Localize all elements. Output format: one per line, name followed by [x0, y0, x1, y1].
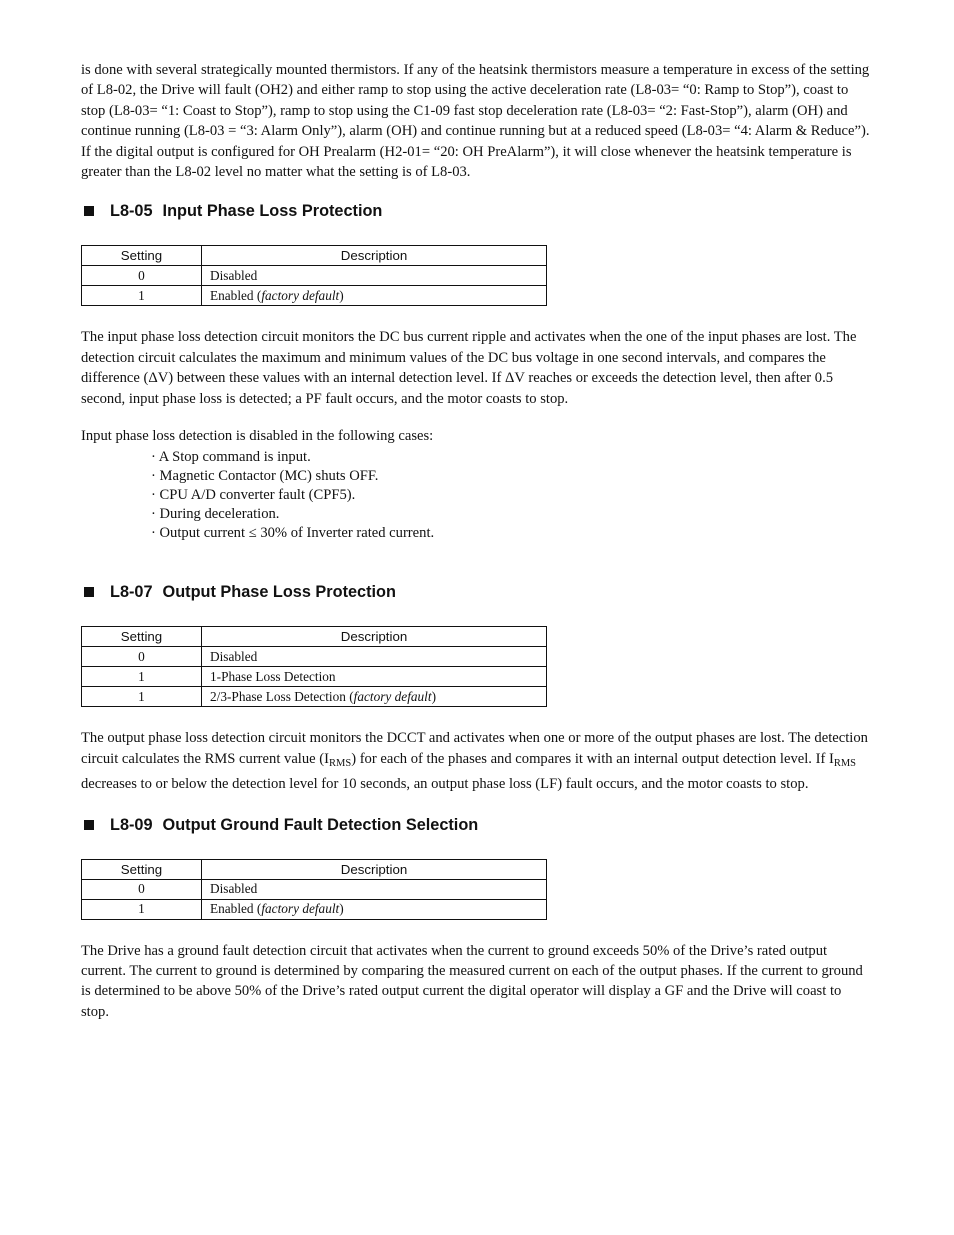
list-item: · CPU A/D converter fault (CPF5).: [151, 487, 356, 504]
section-l8-05: [81, 198, 871, 542]
cell-description: 2/3-Phase Loss Detection (factory default): [202, 687, 547, 707]
cell-setting: 0: [82, 266, 202, 286]
table-header-row: [82, 246, 547, 266]
section-heading: [81, 198, 871, 224]
table-row: [82, 647, 547, 667]
cell-setting: 1: [82, 899, 202, 919]
subscript-rms: RMS: [833, 757, 857, 769]
param-code: L8-09: [110, 815, 153, 834]
settings-table: [81, 859, 547, 920]
list-item: · Magnetic Contactor (MC) shuts OFF.: [151, 468, 379, 485]
table-row: [82, 266, 547, 286]
default-note: factory default: [261, 901, 340, 917]
param-code: L8-07: [110, 583, 153, 602]
cell-description: 1-Phase Loss Detection: [202, 667, 547, 687]
disabled-cases-list: [151, 448, 871, 542]
cell-description: Disabled: [202, 266, 547, 286]
section-title: Input Phase Loss Protection: [162, 202, 383, 221]
section-title: Output Phase Loss Protection: [162, 583, 396, 602]
header-description: Description: [202, 859, 547, 879]
cell-setting: 1: [82, 286, 202, 306]
cell-description: Disabled: [202, 879, 547, 899]
section-paragraph: The input phase loss detection circuit monitors the DC bus current ripple and activates when the one of the input phases are lost. The detection circuit calculates the maximum and minimum values of the DC bus voltage in one second intervals, and compares the difference (ΔV) between these values with an internal detection level. If ΔV reaches or exceeds the detection level, then after 0.5 second, input phase loss is detected; a PF fault occurs, and the motor coasts to stop.: [81, 329, 857, 407]
list-item: · Output current ≤ 30% of Inverter rated current.: [151, 524, 435, 541]
cell-setting: 1: [82, 687, 202, 707]
section-heading: [81, 812, 871, 838]
cell-description: Disabled: [202, 647, 547, 667]
table-row: [82, 899, 547, 919]
table-header-row: [82, 859, 547, 879]
table-row: [82, 286, 547, 306]
table-row: [82, 667, 547, 687]
list-intro: Input phase loss detection is disabled in the following cases:: [81, 428, 434, 445]
subscript-rms: RMS: [329, 757, 352, 769]
header-setting: Setting: [82, 246, 202, 266]
header-description: Description: [202, 627, 547, 647]
section-l8-09: [81, 812, 871, 1023]
section-paragraph: The output phase loss detection circuit monitors the DCCT and activates when one or more of the output phases are lost. The detection circuit calculates the RMS current value $(I_{RMS})$ for each of the phases and compares it with an internal output detection level. If $I_{RMS}$ decreases to or below the detection level for 10 seconds, an output phase loss (LF) fault occurs, and the motor coasts to stop.: [81, 730, 868, 793]
cell-description: Enabled (factory default): [202, 286, 547, 306]
intro-paragraph: is done with several strategically mounted thermistors. If any of the heatsink thermistors measure a temperature in excess of the setting of L8-02, the Drive will fault (OH2) and either ramp to stop using the active deceleration rate (L8-03= “0: Ramp to Stop”), coast to stop (L8-03= “1: Coast to Stop”), ramp to stop using the C1-09 fast stop deceleration rate (L8-03= “2: Fast-Stop”), alarm (OH) and continue running (L8-03 = “3: Alarm Only”), alarm (OH) and continue running but at a reduced speed (L8-03= “4: Alarm & Reduce”). If the digital output is configured for OH Prealarm (H2-01= “20: OH PreAlarm”), it will close whenever the heatsink temperature is greater than the L8-02 level no matter what the setting is of L8-03.: [81, 62, 870, 181]
square-bullet-icon: [84, 206, 94, 216]
default-note: factory default: [353, 688, 432, 704]
table-row: [82, 687, 547, 707]
settings-table: [81, 245, 547, 306]
header-setting: Setting: [82, 859, 202, 879]
param-code: L8-05: [110, 202, 153, 221]
table-row: [82, 879, 547, 899]
cell-setting: 1: [82, 667, 202, 687]
list-item: · During deceleration.: [151, 505, 280, 522]
cell-description: Enabled (factory default): [202, 899, 547, 919]
section-paragraph: The Drive has a ground fault detection circuit that activates when the current to ground exceeds 50% of the Drive’s rated output current. The current to ground is determined by comparing the measured current on each of the output phases. If the current to ground is determined to be above 50% of the Drive’s rated output current the digital operator will display a GF and the Drive will coast to stop.: [81, 942, 863, 1020]
section-heading: [81, 579, 871, 605]
list-item: · A Stop command is input.: [151, 449, 311, 466]
cell-setting: 0: [82, 647, 202, 667]
section-title: Output Ground Fault Detection Selection: [162, 815, 479, 834]
square-bullet-icon: [84, 587, 94, 597]
document-page: [81, 60, 871, 1022]
section-l8-07: [81, 579, 871, 794]
header-description: Description: [202, 246, 547, 266]
cell-setting: 0: [82, 879, 202, 899]
header-setting: Setting: [82, 627, 202, 647]
settings-table: [81, 626, 547, 707]
default-note: factory default: [261, 287, 340, 303]
table-header-row: [82, 627, 547, 647]
square-bullet-icon: [84, 820, 94, 830]
